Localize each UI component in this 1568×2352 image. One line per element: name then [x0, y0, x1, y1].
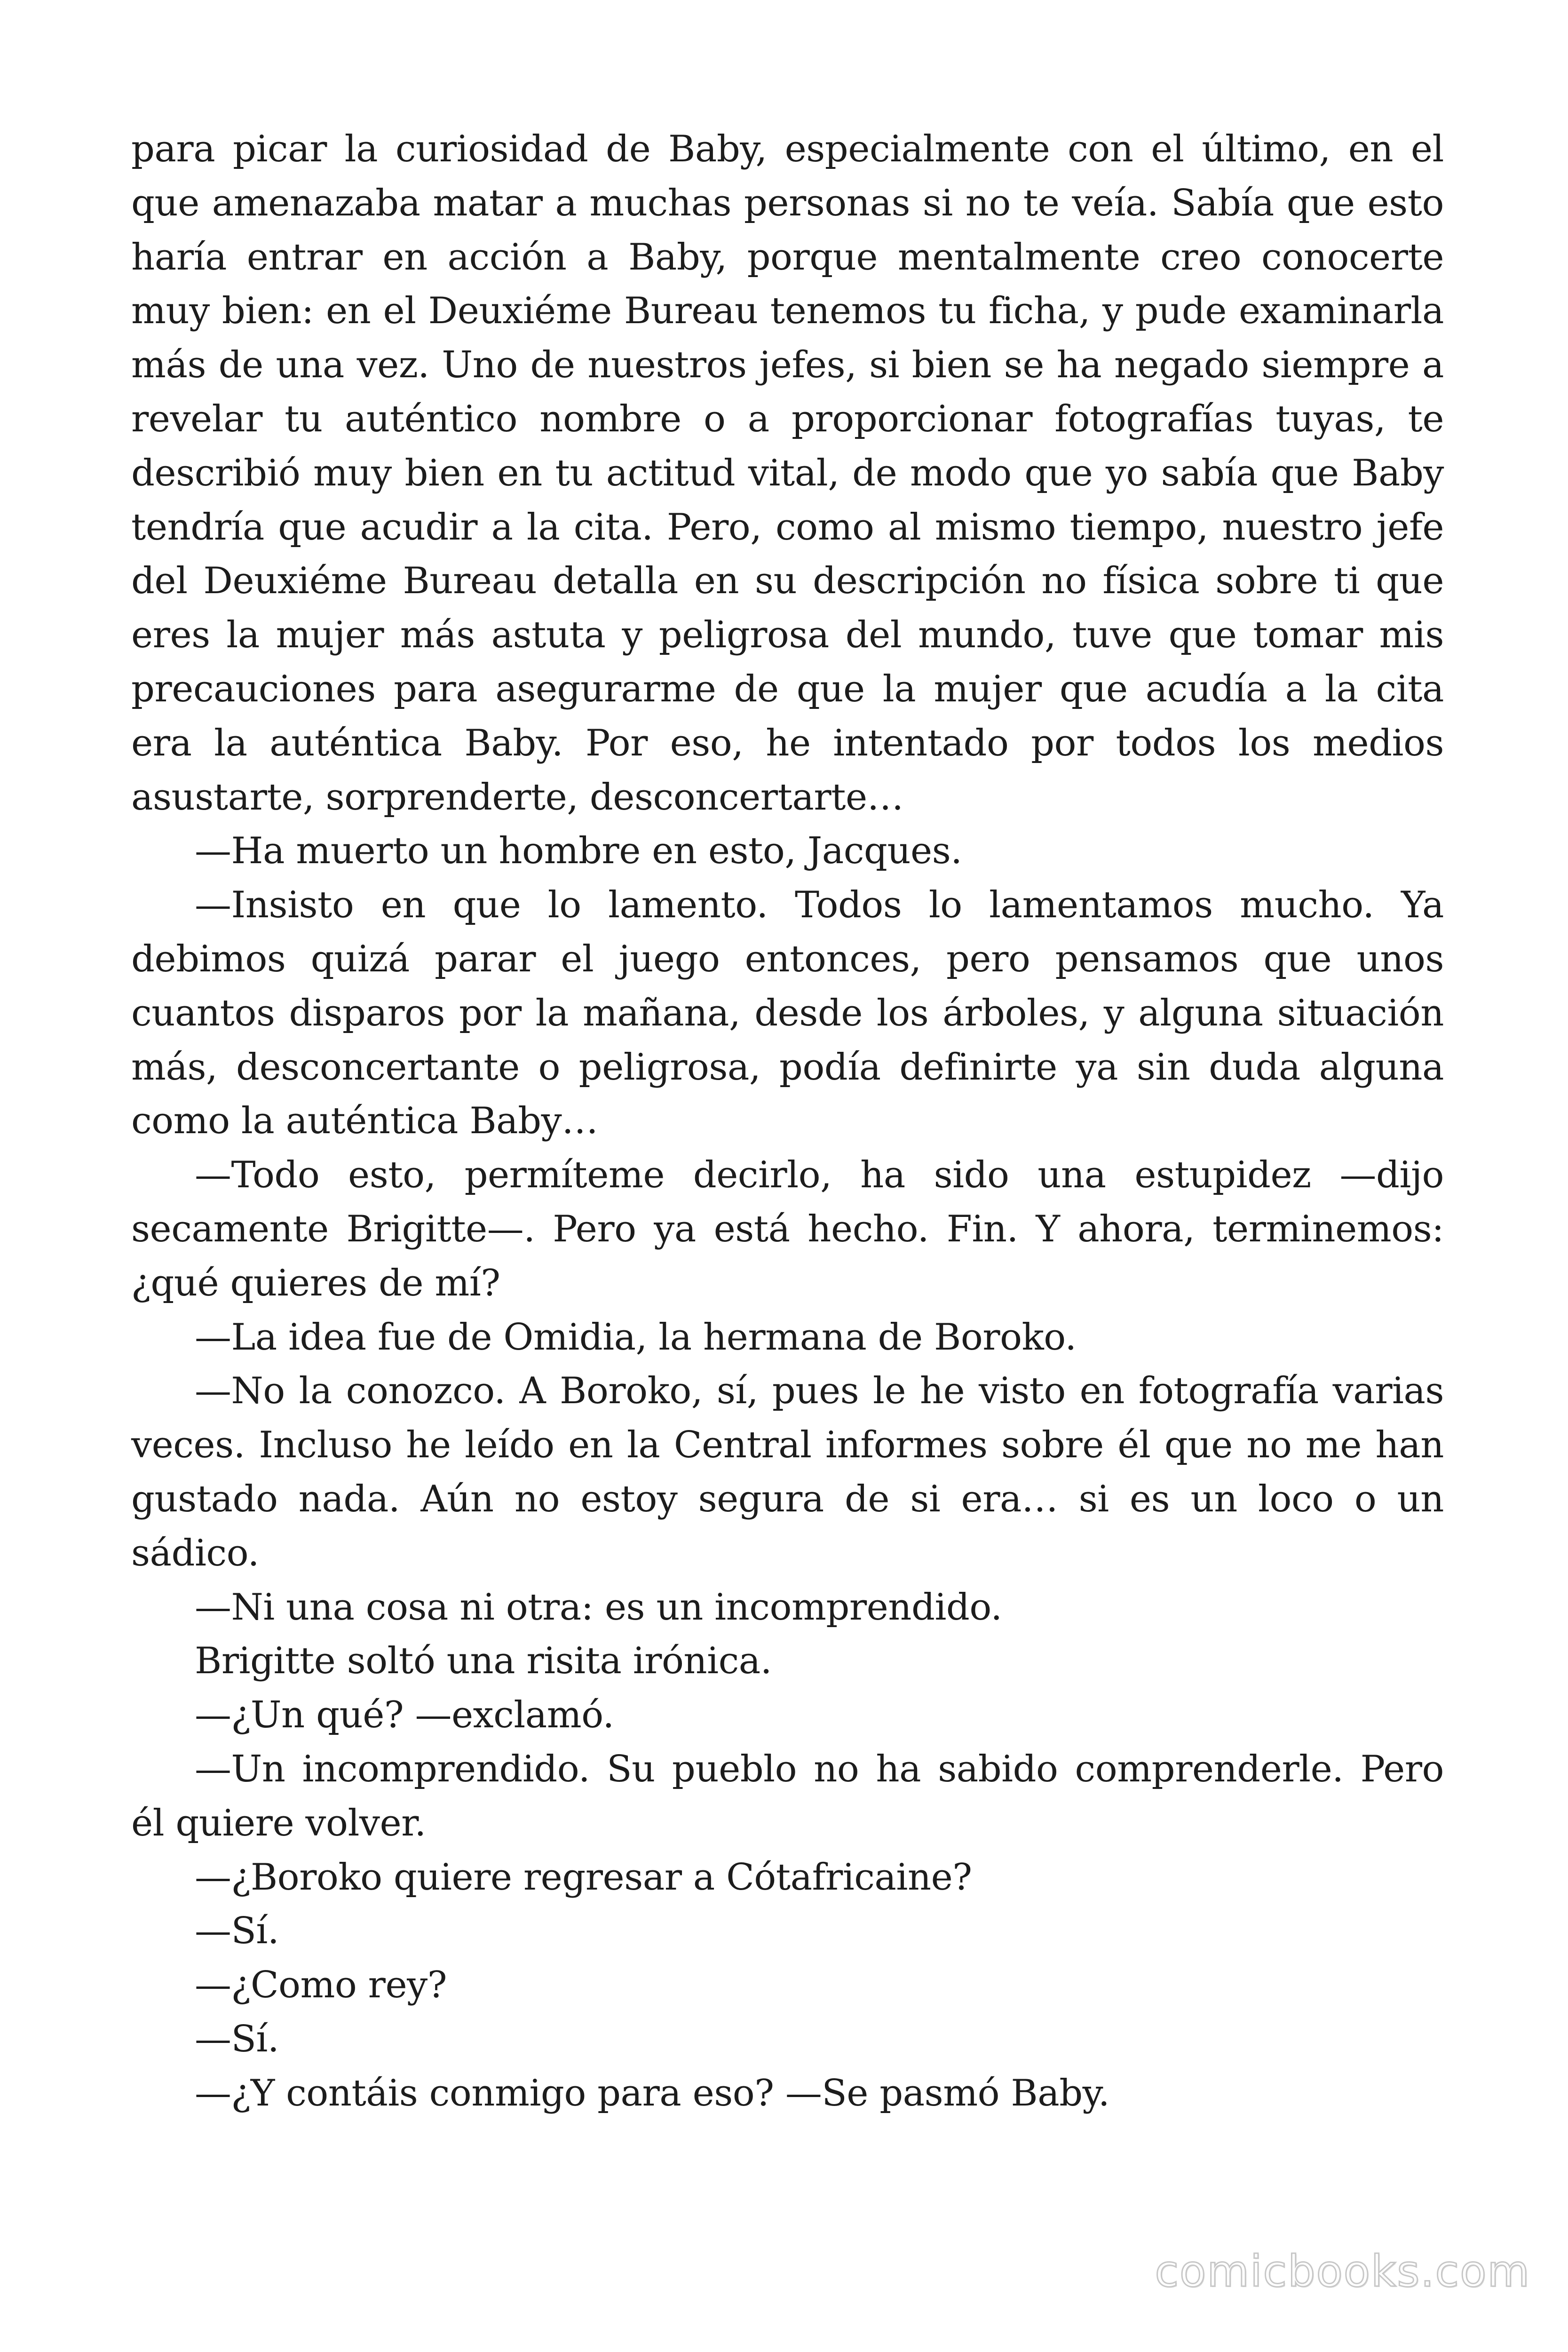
watermark: comicbooks.com: [1155, 2246, 1530, 2296]
paragraph-7: —Ni una cosa ni otra: es un incomprendido.: [195, 1586, 1002, 1629]
paragraph-8: Brigitte soltó una risita irónica.: [195, 1640, 772, 1683]
paragraph-12: —Sí.: [195, 1910, 279, 1953]
paragraph-13: —¿Como rey?: [195, 1964, 447, 2007]
paragraph-10: —Un incomprendido. Su pueblo no ha sabido comprenderle. Pero él quiere volver.: [131, 1748, 1444, 1844]
page-text: [131, 122, 1444, 2120]
paragraph-5: —La idea fue de Omidia, la hermana de Boroko.: [195, 1316, 1077, 1359]
paragraph-11: —¿Boroko quiere regresar a Cótafricaine?: [195, 1856, 972, 1899]
paragraph-9: —¿Un qué? —exclamó.: [195, 1694, 614, 1737]
paragraph-15: —¿Y contáis conmigo para eso? —Se pasmó Baby.: [195, 2072, 1110, 2114]
paragraph-3: —Insisto en que lo lamento. Todos lo lamentamos mucho. Ya debimos quizá parar el juego entonces, pero pensamos que unos cuantos disparos por la mañana, desde los árboles, y alguna situación más, desconcertante o peligrosa, podía definirte ya sin duda alguna como la auténtica Baby…: [131, 884, 1444, 1143]
paragraph-14: —Sí.: [195, 2018, 279, 2060]
paragraph-4: —Todo esto, permíteme decirlo, ha sido una estupidez —dijo secamente Brigitte—. Pero ya está hecho. Fin. Y ahora, terminemos: ¿qué quieres de mí?: [131, 1154, 1444, 1304]
paragraph-1: para picar la curiosidad de Baby, especialmente con el último, en el que amenazaba matar a muchas personas si no te veía. Sabía que esto haría entrar en acción a Baby, porque mentalmente creo conocerte muy bien: en el Deuxiéme Bureau tenemos tu ficha, y pude examinarla más de una vez. Uno de nuestros jefes, si bien se ha negado siempre a revelar tu auténtico nombre o a proporcionar fotografías tuyas, te describió muy bien en tu actitud vital, de modo que yo sabía que Baby tendría que acudir a la cita. Pero, como al mismo tiempo, nuestro jefe del Deuxiéme Bureau detalla en su descripción no física sobre ti que eres la mujer más astuta y peligrosa del mundo, tuve que tomar mis precauciones para asegurarme de que la mujer que acudía a la cita era la auténtica Baby. Por eso, he intentado por todos los medios asustarte, sorprenderte, desconcertarte…: [131, 128, 1444, 818]
paragraph-6: —No la conozco. A Boroko, sí, pues le he visto en fotografía varias veces. Incluso he leído en la Central informes sobre él que no me han gustado nada. Aún no estoy segura de si era… si es un loco o un sádico.: [131, 1370, 1444, 1574]
paragraph-2: —Ha muerto un hombre en esto, Jacques.: [195, 830, 962, 873]
